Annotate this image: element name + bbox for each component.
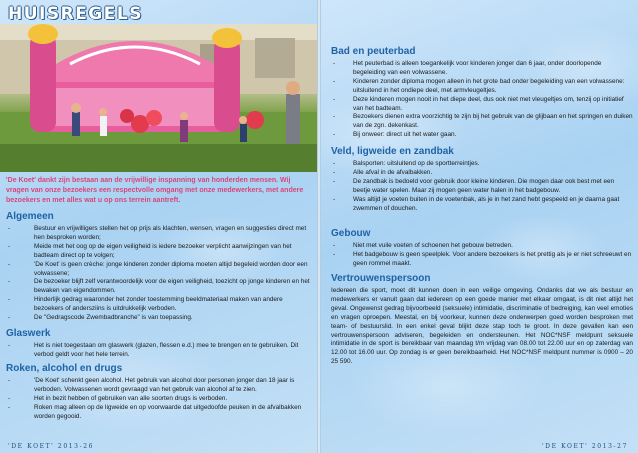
list-item: - Hinderlijk gedrag waaronder het zonder toestemming beeldmateriaal maken van andere bezoekers of andersziins is uitdrukkelijk verboden.	[6, 296, 312, 314]
list-item: - Bezoekers dienen extra voorzichtig te zijn bij het gebruik van de glijbaan en het springen en duiken van de zgn. dekenkast.	[331, 113, 633, 131]
section-heading: Glaswerk	[6, 328, 51, 339]
list-item: - De "Gedragscode Zwembadbranche" is van toepassing.	[6, 314, 312, 323]
list-item: - 'De Koet' schenkt geen alcohol. Het gebruik van alcohol door personen jonger dan 18 jaar is verboden. Volwassenen wordt gevraagd van het gebruik van alcohol af te zien.	[6, 377, 312, 395]
page-title: HUISREGELS	[8, 4, 143, 24]
list-item: - Meide met het oog op de eigen veiligheid is iedere bezoeker verplicht aanwijzingen van het badteam direct op te volgen;	[6, 243, 312, 261]
rule-list	[331, 242, 633, 269]
bouncy-castle-photo	[0, 24, 317, 172]
section-veld	[331, 146, 633, 213]
list-item: - De bezoeker blijft zelf verantwoordelijk voor de eigen veiligheid, toezicht op jonge kinderen en het bewaken van eigendommen.	[6, 278, 312, 296]
rule-list	[331, 160, 633, 213]
vertrouwenspersoon-text: Iedereen die sport, moet dit kunnen doen in een veilige omgeving. Ondanks dat we als bestuur en medewerkers er vanuit gaan dat iedereen op een goede manier met elkaar omgaat, is dit niet altijd het geval. Ongewenst gedrag bijvoorbeeld (seksuele) intimidatie, discriminatie of bedreiging, kan veel emoties en vragen oproepen. Meestal, en bij voorkeur, kunnen deze onderwerpen goed worden besproken met team- of bestuurslid. In een enkel geval blijkt deze stap toch te groot. In deze gevallen kan een vertrouwenspersoon adviseren, begeleiden en ondersteunen. Het NOC*NSF meldpunt seksuele intimidatie in de sport is bereikbaar van maandag t/m vrijdag van 08.00 tot 22.00 uur en op zaterdag van 12.00 tot 16.00 uur. Op zondag is er geen bereikbaarheid. Het NOC*NSF meldpunt nummer is 0900 – 20 25 590.	[331, 287, 633, 366]
section-heading: Veld, ligweide en zandbak	[331, 146, 454, 157]
section-algemeen	[6, 211, 312, 323]
list-item: - Balsporten: uitsluitend op de sportterreintjes.	[331, 160, 633, 169]
list-item: - Kinderen zonder diploma mogen alleen in het grote bad onder begeleiding van een volwassene: uitsluitend in het ondiepe deel, met armvleugeltjes.	[331, 78, 633, 96]
list-item: - Alle afval in de afvalbakken.	[331, 169, 633, 178]
list-item: - Het is niet toegestaan om glaswerk (glazen, flessen e.d.) mee te brengen en te gebruiken. Dit verbod geldt voor het hele terrein.	[6, 342, 312, 360]
list-item: - Deze kinderen mogen nooit in het diepe deel, dus ook niet met vleugeltjes om, tenzij op initiatief van het badteam.	[331, 96, 633, 114]
list-item: - Roken mag alleen op de ligweide en op voorwaarde dat uitgedoofde peuken in de afvalbakken worden gegooid.	[6, 404, 312, 422]
rule-list	[6, 225, 312, 323]
section-vertrouwenspersoon	[331, 273, 633, 367]
section-bad	[331, 46, 633, 140]
list-item: - Het in bezit hebben of gebruiken van alle soorten drugs is verboden.	[6, 395, 312, 404]
left-page	[0, 0, 317, 453]
right-page	[321, 0, 638, 453]
section-heading: Bad en peuterbad	[331, 46, 416, 57]
section-heading: Algemeen	[6, 211, 54, 222]
list-item: - Niet met vuile voeten of schoenen het gebouw betreden.	[331, 242, 633, 251]
rule-list	[6, 342, 312, 360]
bouncy-castle-illustration	[0, 24, 317, 172]
list-item: - 'De Koet' is geen crèche: jonge kinderen zonder diploma moeten altijd begeleid worden door een volwassene;	[6, 261, 312, 279]
section-glaswerk	[6, 328, 312, 360]
list-item: - Het peuterbad is alleen toegankelijk voor kinderen jonger dan 6 jaar, onder doorlopende begeleiding van een volwassene.	[331, 60, 633, 78]
intro-text: 'De Koet' dankt zijn bestaan aan de vrijwillige inspanning van honderden mensen. Wij vragen van onze bezoekers een respectvolle omgang met onze medewerkers, met andere bezoekers en met alles wat u op ons terrein aantreft.	[6, 177, 304, 204]
section-heading: Roken, alcohol en drugs	[6, 363, 123, 374]
list-item: - Bij onweer: direct uit het water gaan.	[331, 131, 633, 140]
page-footer: 'DE KOET' 2013-26	[8, 443, 95, 450]
list-item: - Bestuur en vrijwilligers stellen het op prijs als klachten, wensen, vragen en suggesties direct met hen besproken worden;	[6, 225, 312, 243]
list-item: - Het badgebouw is geen speelplek. Voor andere bezoekers is het prettig als je er niet schreeuwt en geen rommel maakt.	[331, 251, 633, 269]
rule-list	[331, 60, 633, 140]
page-footer: 'DE KOET' 2013-27	[541, 443, 628, 450]
rule-list	[6, 377, 312, 422]
section-heading: Vertrouwenspersoon	[331, 273, 431, 284]
section-heading: Gebouw	[331, 228, 371, 239]
section-roken	[6, 363, 312, 422]
list-item: - Was altijd je voeten buiten in de voetenbak, als je in het zand hebt gespeeld en je daarna gaat zwemmen of douchen.	[331, 196, 633, 214]
section-gebouw	[331, 228, 633, 269]
list-item: - De zandbak is bedoeld voor gebruik door kleine kinderen. Die mogen daar ook best met een beetje water spelen. Maar zij mogen geen water halen in het badgebouw.	[331, 178, 633, 196]
